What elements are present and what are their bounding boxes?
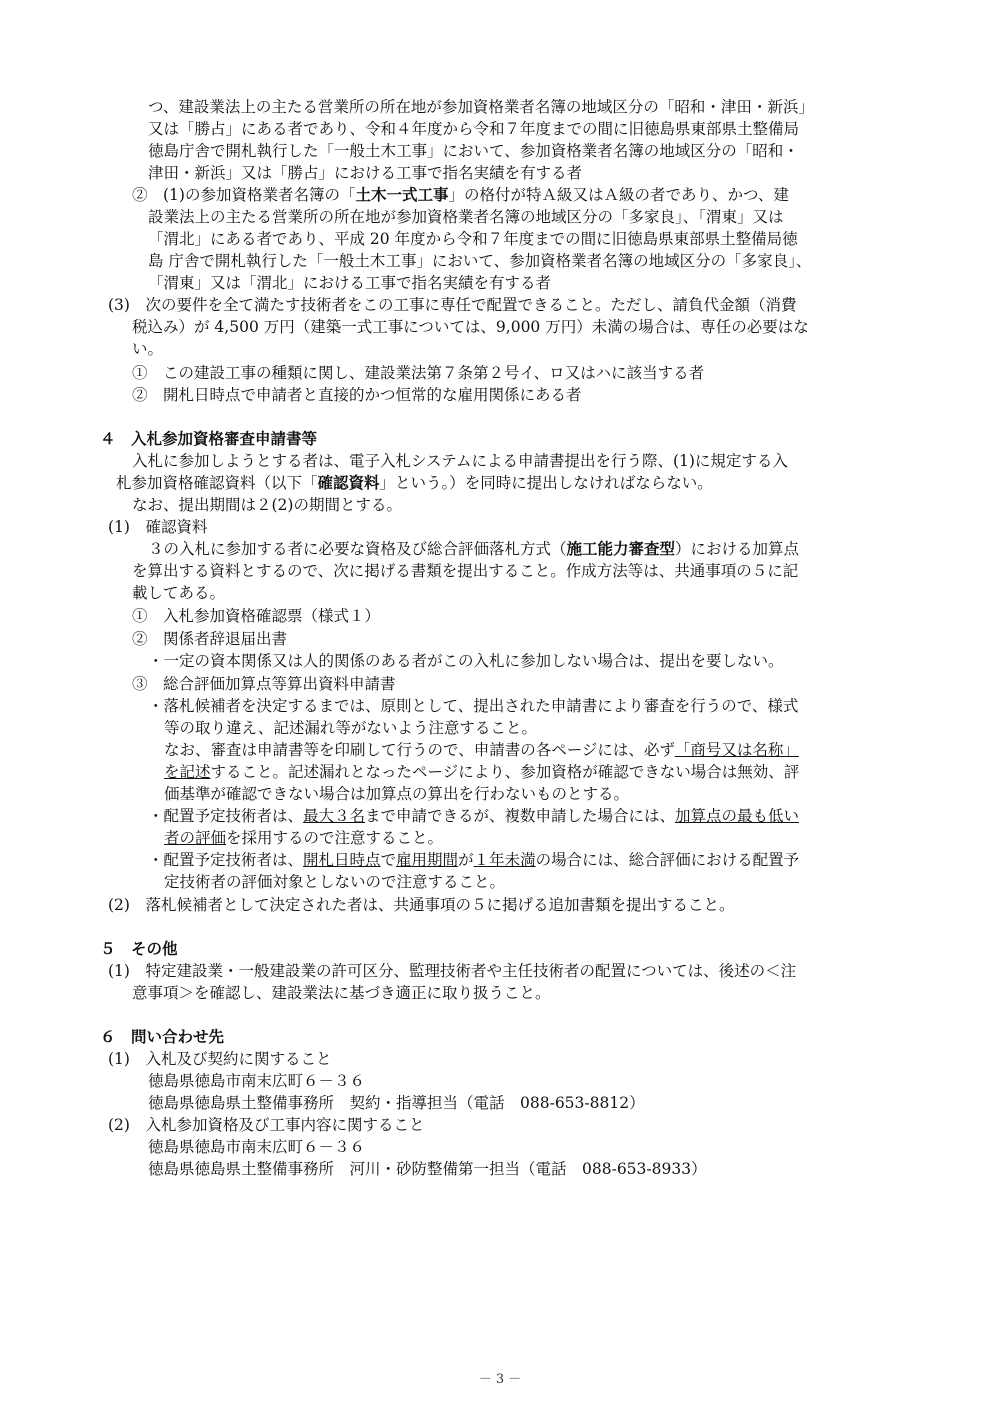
section-5-heading: ５ その他 <box>100 940 178 958</box>
doc-item-note <box>164 827 443 849</box>
req2-grade-term: 土木一式工事 <box>355 186 449 204</box>
contact-office: 徳島県徳島県土整備事務所 契約・指導担当（電話 088-653-8812） <box>148 1094 645 1112</box>
doc-item-note <box>164 761 799 783</box>
underlined-term: 開札日時点 <box>303 851 381 869</box>
note-text: で <box>380 851 397 869</box>
req1-line: 又は「勝占」にある者であり、令和４年度から令和７年度までの間に旧徳島県東部県土整備局 <box>148 120 800 138</box>
engineer-condition: ① この建設工事の種類に関し、建設業法第７条第２号イ、ロ又はハに該当する者 <box>132 364 705 382</box>
req2-line: 「渭北」にある者であり、平成 20 年度から令和７年度までの間に旧徳島県東部県土整備局徳 <box>148 230 798 248</box>
contact-address: 徳島県徳島市南末広町６－３６ <box>148 1072 366 1090</box>
underlined-term: 雇用期間 <box>396 851 459 869</box>
req2-line <box>132 184 789 206</box>
req1-line: 徳島庁舎で開札執行した「一般土木工事」において、参加資格業者名簿の地域区分の「昭和・ <box>148 142 799 160</box>
engineer-condition: ② 開札日時点で申請者と直接的かつ恒常的な雇用関係にある者 <box>132 386 582 404</box>
doc-item-note: 定技術者の評価対象としないので注意すること。 <box>164 873 506 891</box>
req2-line: 島 庁舎で開札執行した「一般土木工事」において、参加資格業者名簿の地域区分の「多家良」、 <box>148 252 812 270</box>
method-type-term: 施工能力審査型 <box>566 540 676 558</box>
page-number: － 3 － <box>478 1372 522 1387</box>
body-text: ３の入札に参加する者に必要な資格及び総合評価落札方式（ <box>148 540 567 558</box>
underlined-term: を記述 <box>164 763 211 781</box>
doc-item: ① 入札参加資格確認票（様式１） <box>132 607 381 625</box>
doc-item-note: 等の取り違え、記述漏れ等がないよう注意すること。 <box>164 719 537 737</box>
subsection-title: (1) 確認資料 <box>108 518 208 536</box>
contact-title: (1) 入札及び契約に関すること <box>108 1050 332 1068</box>
note-text: まで申請できるが、複数申請した場合には、 <box>365 807 676 825</box>
subsection-body: 載してある。 <box>132 584 226 602</box>
underlined-term: 加算点の最も低い <box>675 807 800 825</box>
doc-item-note <box>164 739 799 761</box>
note-text: を採用するので注意すること。 <box>226 829 444 847</box>
note-text: なお、審査は申請書等を印刷して行うので、申請書の各ページには、必ず <box>164 741 675 759</box>
section-4-intro: なお、提出期間は２(2)の期間とする。 <box>132 496 402 514</box>
req2-line: 設業法上の主たる営業所の所在地が参加資格業者名簿の地域区分の「多家良」、「渭東」又は <box>148 208 784 226</box>
req1-line: 津田・新浜」又は「勝占」における工事で指名実績を有する者 <box>148 164 583 182</box>
section-5-body: (1) 特定建設業・一般建設業の許可区分、監理技術者や主任技術者の配置については、後述の＜注 <box>108 962 797 980</box>
section-4-intro <box>116 472 713 494</box>
engineer-requirement: い。 <box>132 340 164 358</box>
section-5-body: 意事項＞を確認し、建設業法に基づき適正に取り扱うこと。 <box>132 984 551 1002</box>
confirmation-docs-term: 確認資料 <box>317 474 380 492</box>
doc-item: ② 関係者辞退届出書 <box>132 630 288 648</box>
note-text: ・配置予定技術者は、 <box>148 807 304 825</box>
engineer-requirement: (3) 次の要件を全て満たす技術者をこの工事に専任で配置できること。ただし、請負代金額（消費 <box>108 296 797 314</box>
doc-item-note: ・落札候補者を決定するまでは、原則として、提出された申請書により審査を行うので、様式 <box>148 697 799 715</box>
doc-item-note <box>148 805 799 827</box>
section-4-intro: 入札に参加しようとする者は、電子入札システムによる申請書提出を行う際、(1)に規定する入 <box>132 452 788 470</box>
req2-text: 」の格付が特Ａ級又はＡ級の者であり、かつ、建 <box>448 186 789 204</box>
doc-item-note: ・一定の資本関係又は人的関係のある者がこの入札に参加しない場合は、提出を要しない。 <box>148 652 784 670</box>
doc-item-note: 価基準が確認できない場合は加算点の算出を行わないものとする。 <box>164 785 630 803</box>
section-6-heading: ６ 問い合わせ先 <box>100 1028 225 1046</box>
req2-text: ② (1)の参加資格業者名簿の「 <box>132 186 356 204</box>
note-text: ・配置予定技術者は、 <box>148 851 304 869</box>
contact-title: (2) 入札参加資格及び工事内容に関すること <box>108 1116 425 1134</box>
intro-text: 札参加資格確認資料（以下「 <box>116 474 318 492</box>
note-text: が <box>458 851 474 869</box>
underlined-term: 者の評価 <box>164 829 227 847</box>
body-text: ）における加算点 <box>675 540 800 558</box>
contact-office: 徳島県徳島県土整備事務所 河川・砂防整備第一担当（電話 088-653-8933） <box>148 1160 707 1178</box>
doc-item-note <box>148 849 799 871</box>
underlined-term: １年未満 <box>473 851 536 869</box>
req2-line: 「渭東」又は「渭北」における工事で指名実績を有する者 <box>148 274 552 292</box>
subsection-body <box>148 538 799 560</box>
intro-text: 」という。）を同時に提出しなければならない。 <box>379 474 713 492</box>
note-text: すること。記述漏れとなったページにより、参加資格が確認できない場合は無効、評 <box>210 763 800 781</box>
contact-address: 徳島県徳島市南末広町６－３６ <box>148 1138 366 1156</box>
underlined-term: 最大３名 <box>303 807 366 825</box>
underlined-term: 「商号又は名称」 <box>674 741 799 759</box>
doc-item: ③ 総合評価加算点等算出資料申請書 <box>132 675 396 693</box>
subsection-body: を算出する資料とするので、次に掲げる書類を提出すること。作成方法等は、共通事項の５に記 <box>132 562 799 580</box>
engineer-requirement: 税込み）が 4,500 万円（建築一式工事については、9,000 万円）未満の場合は、専任の必要はな <box>132 318 809 336</box>
section-4-heading: ４ 入札参加資格審査申請書等 <box>100 430 318 448</box>
req1-line: つ、建設業法上の主たる営業所の所在地が参加資格業者名簿の地域区分の「昭和・津田・新浜」 <box>148 98 814 116</box>
note-text: の場合には、総合評価における配置予 <box>535 851 800 869</box>
subsection-title: (2) 落札候補者として決定された者は、共通事項の５に掲げる追加書類を提出すること。 <box>108 896 735 914</box>
